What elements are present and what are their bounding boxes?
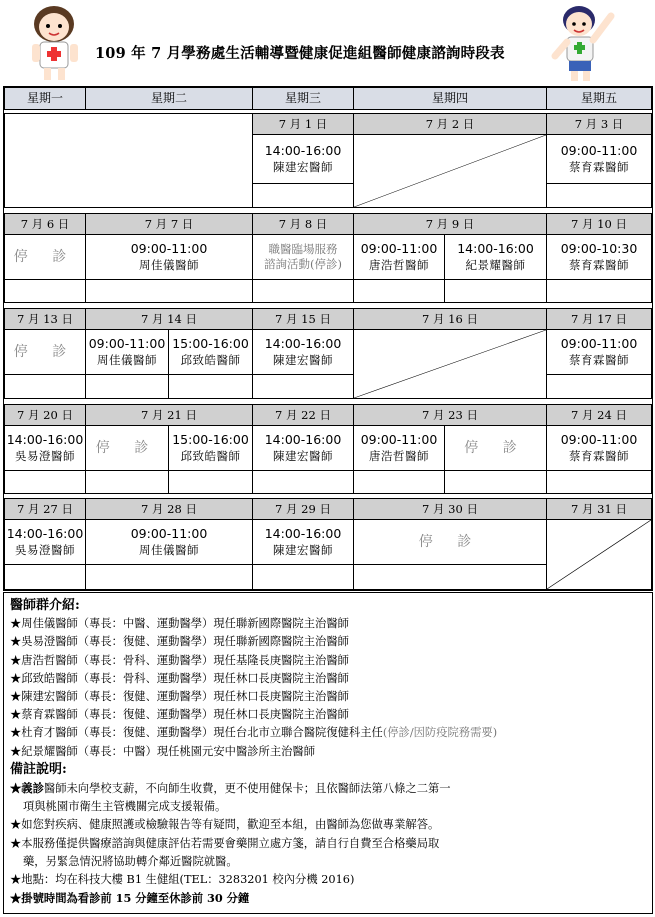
date-header: 7 月 20 日 (4, 404, 86, 426)
slot-doctor: 蔡育霖醫師 (569, 448, 629, 463)
doctor-intro: ★吳易澄醫師（專長：復健、運動醫學）現任聯新國際醫院主治醫師 (10, 635, 349, 649)
doctor-intro: ★紀景耀醫師（專長：中醫）現任桃園元安中醫診所主治醫師 (10, 744, 316, 758)
weekday-header: 星期三 (252, 87, 354, 110)
slot-cell (168, 425, 253, 471)
date-header: 7 月 13 日 (4, 308, 86, 330)
date-header: 7 月 29 日 (252, 498, 354, 520)
slot-doctor: 邱致皓醫師 (180, 352, 241, 367)
closed-cell: 停 診 (444, 425, 547, 471)
note-text: 醫師未向學校支薪，不向師生收費，更不使用健保卡；且依醫師法第八條之二第一 (43, 782, 451, 796)
notes-section (3, 592, 653, 914)
slot-cell (252, 519, 354, 565)
empty-cell (252, 470, 354, 494)
slot-time: 14:00-16:00 (264, 143, 342, 159)
date-header: 7 月 6 日 (4, 213, 86, 235)
slot-cell (4, 425, 86, 471)
empty-cell (444, 470, 547, 494)
date-header: 7 月 31 日 (546, 498, 652, 520)
no-service-cell (546, 519, 652, 590)
date-header: 7 月 16 日 (353, 308, 547, 330)
date-header: 7 月 1 日 (252, 113, 354, 135)
slot-cell (546, 329, 652, 375)
empty-cell (252, 279, 354, 303)
empty-cell (85, 374, 169, 399)
slot-time: 09:00-11:00 (360, 432, 438, 448)
boy-waving-illustration (545, 2, 627, 82)
closed-cell: 停 診 (353, 519, 547, 565)
slot-time: 14:00-16:00 (6, 526, 84, 542)
slot-doctor: 周佳儀醫師 (139, 257, 199, 272)
closed-cell: 停 診 (4, 234, 86, 280)
date-header: 7 月 17 日 (546, 308, 652, 330)
empty-cell (85, 470, 169, 494)
closed-cell: 停 診 (4, 329, 86, 375)
date-header: 7 月 2 日 (353, 113, 547, 135)
slot-doctor: 周佳儀醫師 (97, 352, 157, 367)
doctors-heading: 醫師群介紹: (10, 598, 80, 613)
girl-nurse-illustration (18, 2, 93, 82)
weekday-header: 星期五 (546, 87, 652, 110)
no-service-cell (353, 329, 547, 399)
diagonal-line (354, 330, 546, 398)
note-item-cont: 藥，另緊急情況將協助轉介鄰近醫院就醫。 (23, 854, 238, 868)
date-header: 7 月 9 日 (353, 213, 547, 235)
event-line: 諮詢活動(停診) (264, 257, 342, 271)
slot-cell (85, 329, 169, 375)
notes-heading: 備註說明: (10, 761, 67, 777)
slot-cell (444, 234, 547, 280)
slot-time: 14:00-16:00 (457, 241, 534, 257)
slot-doctor: 陳建宏醫師 (273, 352, 333, 367)
slot-cell (252, 134, 354, 184)
slot-cell (546, 234, 652, 280)
weekday-header: 星期一 (4, 87, 86, 110)
date-header: 7 月 30 日 (353, 498, 547, 520)
slot-cell (353, 425, 445, 471)
note-item: ★地點：均在科技大樓 B1 生健組(TEL：3283201 校內分機 2016) (10, 873, 355, 887)
slot-time: 09:00-11:00 (560, 432, 638, 448)
date-header: 7 月 21 日 (85, 404, 253, 426)
slot-doctor: 陳建宏醫師 (273, 542, 333, 557)
note-item: ★掛號時間為看診前 15 分鐘至休診前 30 分鐘 (10, 891, 250, 906)
slot-doctor: 邱致皓醫師 (180, 448, 241, 463)
date-header: 7 月 22 日 (252, 404, 354, 426)
empty-cell (4, 374, 86, 399)
slot-doctor: 蔡育霖醫師 (569, 257, 629, 272)
slot-time: 09:00-10:30 (560, 241, 638, 257)
slot-cell (168, 329, 253, 375)
slot-time: 14:00-16:00 (264, 432, 342, 448)
slot-time: 09:00-11:00 (560, 143, 638, 159)
empty-cell (546, 470, 652, 494)
empty-cell (353, 564, 547, 590)
date-header: 7 月 14 日 (85, 308, 253, 330)
weekday-header: 星期四 (353, 87, 547, 110)
slot-time: 09:00-11:00 (130, 241, 208, 257)
slot-doctor: 紀景耀醫師 (465, 257, 526, 272)
slot-doctor: 蔡育霖醫師 (569, 159, 629, 174)
slot-time: 09:00-11:00 (360, 241, 438, 257)
page-title: 109 年 7 月學務處生活輔導暨健康促進組醫師健康諮詢時段表 (95, 45, 505, 62)
slot-time: 15:00-16:00 (172, 432, 249, 448)
slot-cell (4, 519, 86, 565)
note-item (10, 779, 646, 798)
doctor-intro-text: ★杜育才醫師（專長：復健、運動醫學）現任台北市立聯合醫院復健科主任 (10, 726, 383, 740)
note-item-cont: 項與桃園市衛生主管機關完成支援報備。 (23, 800, 227, 814)
slot-cell (85, 519, 253, 565)
slot-time: 14:00-16:00 (264, 526, 342, 542)
empty-cell (546, 279, 652, 303)
slot-cell (252, 425, 354, 471)
doctor-intro: ★邱致皓醫師（專長：骨科、運動醫學）現任林口長庚醫院主治醫師 (10, 671, 349, 685)
empty-cell (85, 564, 253, 590)
empty-cell (252, 183, 354, 208)
event-line: 職醫臨場服務 (268, 242, 338, 257)
empty-cell (4, 113, 253, 208)
date-header: 7 月 3 日 (546, 113, 652, 135)
slot-time: 09:00-11:00 (560, 336, 638, 352)
slot-cell (546, 134, 652, 184)
date-header: 7 月 27 日 (4, 498, 86, 520)
slot-time: 14:00-16:00 (6, 432, 84, 448)
header (0, 0, 655, 85)
empty-cell (252, 564, 354, 590)
note-emphasis: ★義診 (10, 781, 44, 796)
empty-cell (168, 470, 253, 494)
doctor-intro-note: (停診/因防疫院務需要) (382, 726, 498, 740)
empty-cell (353, 470, 445, 494)
slot-cell (252, 329, 354, 375)
doctor-intro: ★唐浩哲醫師（專長：骨科、運動醫學）現任基隆長庚醫院主治醫師 (10, 653, 349, 667)
date-header: 7 月 24 日 (546, 404, 652, 426)
closed-cell: 停 診 (85, 425, 169, 471)
slot-doctor: 唐浩哲醫師 (369, 448, 429, 463)
slot-cell (353, 234, 445, 280)
slot-time: 14:00-16:00 (264, 336, 342, 352)
date-header: 7 月 28 日 (85, 498, 253, 520)
slot-time: 09:00-11:00 (130, 526, 208, 542)
doctor-intro: ★周佳儀醫師（專長：中醫、運動醫學）現任聯新國際醫院主治醫師 (10, 617, 349, 631)
no-service-cell (353, 134, 547, 208)
empty-cell (546, 374, 652, 399)
empty-cell (168, 374, 253, 399)
empty-cell (444, 279, 547, 303)
empty-cell (546, 183, 652, 208)
slot-time: 09:00-11:00 (88, 336, 166, 352)
empty-cell (4, 470, 86, 494)
empty-cell (85, 279, 253, 303)
slot-doctor: 吳易澄醫師 (15, 542, 75, 557)
slot-doctor: 陳建宏醫師 (273, 159, 333, 174)
slot-doctor: 周佳儀醫師 (139, 542, 199, 557)
slot-time: 15:00-16:00 (172, 336, 249, 352)
empty-cell (4, 564, 86, 590)
empty-cell (353, 279, 445, 303)
doctor-intro: ★蔡育霖醫師（專長：復健、運動醫學）現任林口長庚醫院主治醫師 (10, 708, 349, 722)
doctor-intro: ★陳建宏醫師（專長：復健、運動醫學）現任林口長庚醫院主治醫師 (10, 690, 349, 704)
empty-cell (4, 279, 86, 303)
slot-doctor: 吳易澄醫師 (15, 448, 75, 463)
weekday-header: 星期二 (85, 87, 253, 110)
slot-doctor: 唐浩哲醫師 (369, 257, 429, 272)
slot-cell (546, 425, 652, 471)
note-item: ★本服務僅提供醫療諮詢與健康評估若需要會藥開立處方箋，請自行自費至合格藥局取 (10, 836, 440, 850)
date-header: 7 月 7 日 (85, 213, 253, 235)
date-header: 7 月 23 日 (353, 404, 547, 426)
slot-cell (85, 234, 253, 280)
empty-cell (252, 374, 354, 399)
schedule-table (3, 86, 653, 591)
date-header: 7 月 10 日 (546, 213, 652, 235)
note-item: ★如您對疾病、健康照護或檢驗報告等有疑問，歡迎至本組，由醫師為您做專業解答。 (10, 818, 440, 832)
special-event-cell (252, 234, 354, 280)
slot-doctor: 蔡育霖醫師 (569, 352, 629, 367)
slot-doctor: 陳建宏醫師 (273, 448, 333, 463)
doctor-intro (10, 724, 646, 742)
diagonal-line (547, 520, 651, 589)
date-header: 7 月 8 日 (252, 213, 354, 235)
date-header: 7 月 15 日 (252, 308, 354, 330)
diagonal-line (354, 135, 546, 207)
